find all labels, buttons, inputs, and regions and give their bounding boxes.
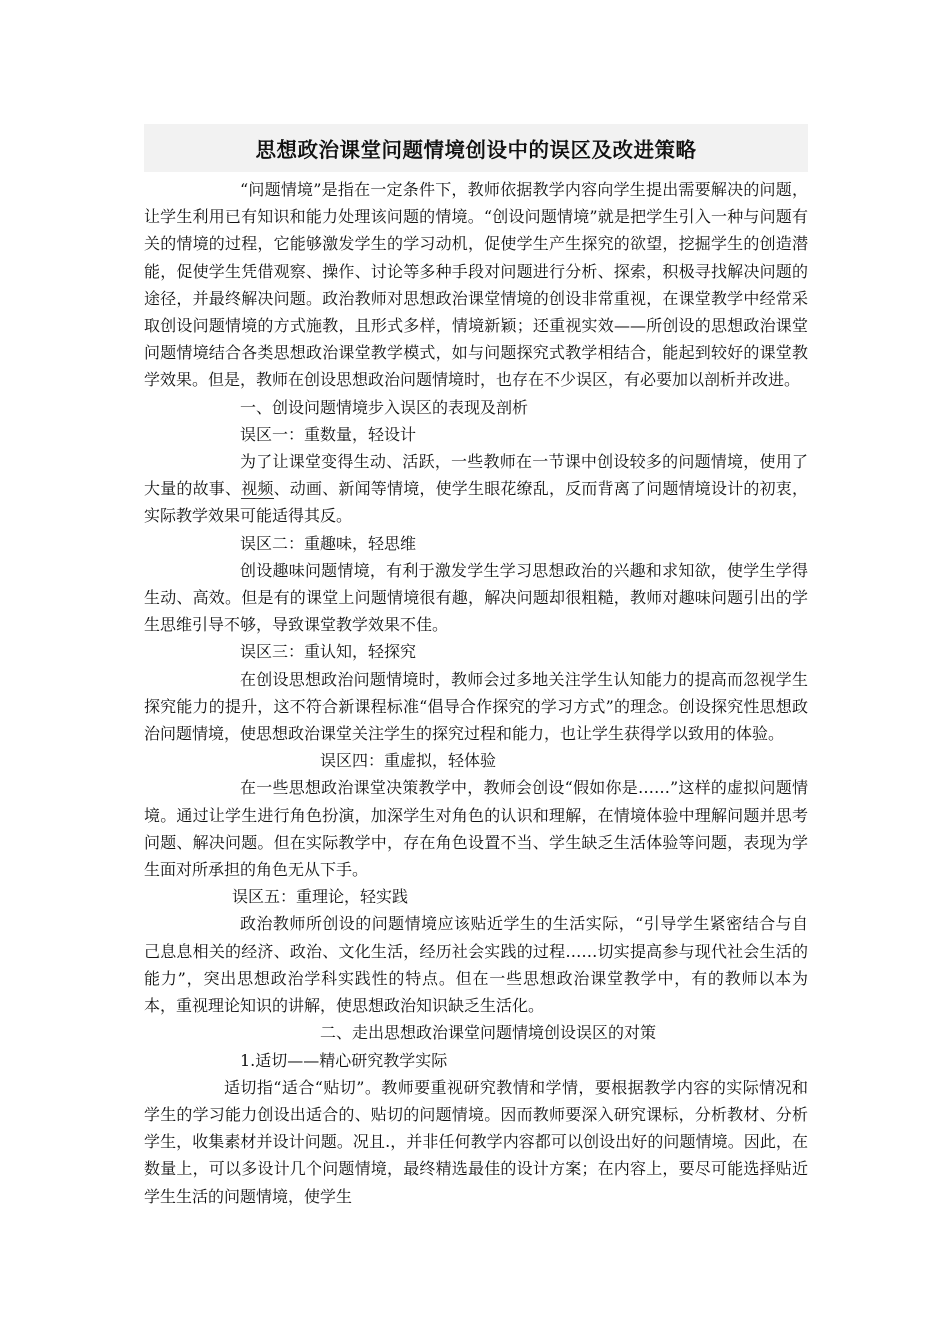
misconception-1-text-b: 、动画、新闻等情境，使学生眼花缭乱，反而背离了问题情境设计的初衷，实际教学效果可能适得其反。 — [144, 479, 808, 526]
strategy-1-paragraph: 适切指“适合“贴切”。教师要重视研究教情和学情，要根据教学内容的实际情况和学生的学习能力创设出适合的、贴切的问题情境。因而教师要深入研究课标，分析教材、分析学生，收集素材并设计问题。况且.，并非任何教学内容都可以创设出好的问题情境。因此，在数量上，可以多设计几个问题情境，最终精选最佳的设计方案；在内容上，要尽可能选择贴近学生生活的问题情境，使学生 — [144, 1077, 808, 1206]
misconception-4-heading: 误区四：重虚拟，轻体验 — [320, 751, 497, 771]
title-bar — [144, 124, 808, 172]
section-2-heading: 二、走出思想政治课堂问题情境创设误区的对策 — [320, 1023, 657, 1043]
misconception-3-heading: 误区三：重认知，轻探究 — [240, 642, 417, 662]
misconception-2-heading: 误区二：重趣味，轻思维 — [240, 533, 417, 553]
misconception-1-heading: 误区一：重数量，轻设计 — [240, 424, 417, 444]
video-link[interactable]: 视频 — [241, 479, 274, 499]
misconception-1-paragraph — [144, 448, 808, 530]
misconception-2-paragraph: 创设趣味问题情境，有利于激发学生学习思想政治的兴趣和求知欲，使学生学得生动、高效。但是有的课堂上问题情境很有趣，解决问题却很粗糙，教师对趣味问题引出的学生思维引导不够，导致课堂教学效果不佳。 — [144, 560, 808, 635]
misconception-4-paragraph: 在一些思想政治课堂决策教学中，教师会创设“假如你是……”这样的虚拟问题情境。通过让学生进行角色扮演，加深学生对角色的认识和理解，在情境体验中理解问题并思考问题、解决问题。但在实际教学中，存在角色设置不当、学生缺乏生活体验等问题，表现为学生面对所承担的角色无从下手。 — [144, 778, 808, 880]
misconception-3-paragraph: 在创设思想政治问题情境时，教师会过多地关注学生认知能力的提高而忽视学生探究能力的提升，这不符合新课程标准“倡导合作探究的学习方式”的理念。创设探究性思想政治问题情境，使思想政治课堂关注学生的探究过程和能力，也让学生获得学以致用的体验。 — [144, 669, 808, 744]
misconception-5-paragraph: 政治教师所创设的问题情境应该贴近学生的生活实际，“引导学生紧密结合与自己息息相关的经济、政治、文化生活，经历社会实践的过程……切实提高参与现代社会生活的能力”，突出思想政治学科实践性的特点。但在一些思想政治课堂教学中，有的教师以本为本，重视理论知识的讲解，使思想政治知识缺乏生活化。 — [144, 914, 808, 1016]
misconception-1-text-a: 为了让课堂变得生动、活跃，一些教师在一节课中创设较多的问题情境，使用了大量的故事、 — [144, 452, 808, 499]
misconception-5-heading: 误区五：重理论，轻实践 — [232, 887, 409, 907]
document-page — [144, 124, 808, 1210]
section-1-heading: 一、创设问题情境步入误区的表现及剖析 — [240, 397, 529, 417]
document-title: 思想政治课堂问题情境创设中的误区及改进策略 — [255, 138, 697, 162]
strategy-1-heading: 1.适切——精心研究教学实际 — [240, 1050, 448, 1070]
document-body — [144, 176, 808, 1210]
intro-paragraph: “问题情境”是指在一定条件下，教师依据教学内容向学生提出需要解决的问题，让学生利用已有知识和能力处理该问题的情境。“创设问题情境”就是把学生引入一种与问题有关的情境的过程，它能够激发学生的学习动机，促使学生产生探究的欲望，挖掘学生的创造潜能，促使学生凭借观察、操作、讨论等多种手段对问题进行分析、探索，积极寻找解决问题的途径，并最终解决问题。政治教师对思想政治课堂情境的创设非常重视，在课堂教学中经常采取创设问题情境的方式施教，且形式多样，情境新颖；还重视实效——所创设的思想政治课堂问题情境结合各类思想政治课堂教学模式，如与问题探究式教学相结合，能起到较好的课堂教学效果。但是，教师在创设思想政治问题情境时，也存在不少误区，有必要加以剖析并改进。 — [144, 180, 808, 390]
